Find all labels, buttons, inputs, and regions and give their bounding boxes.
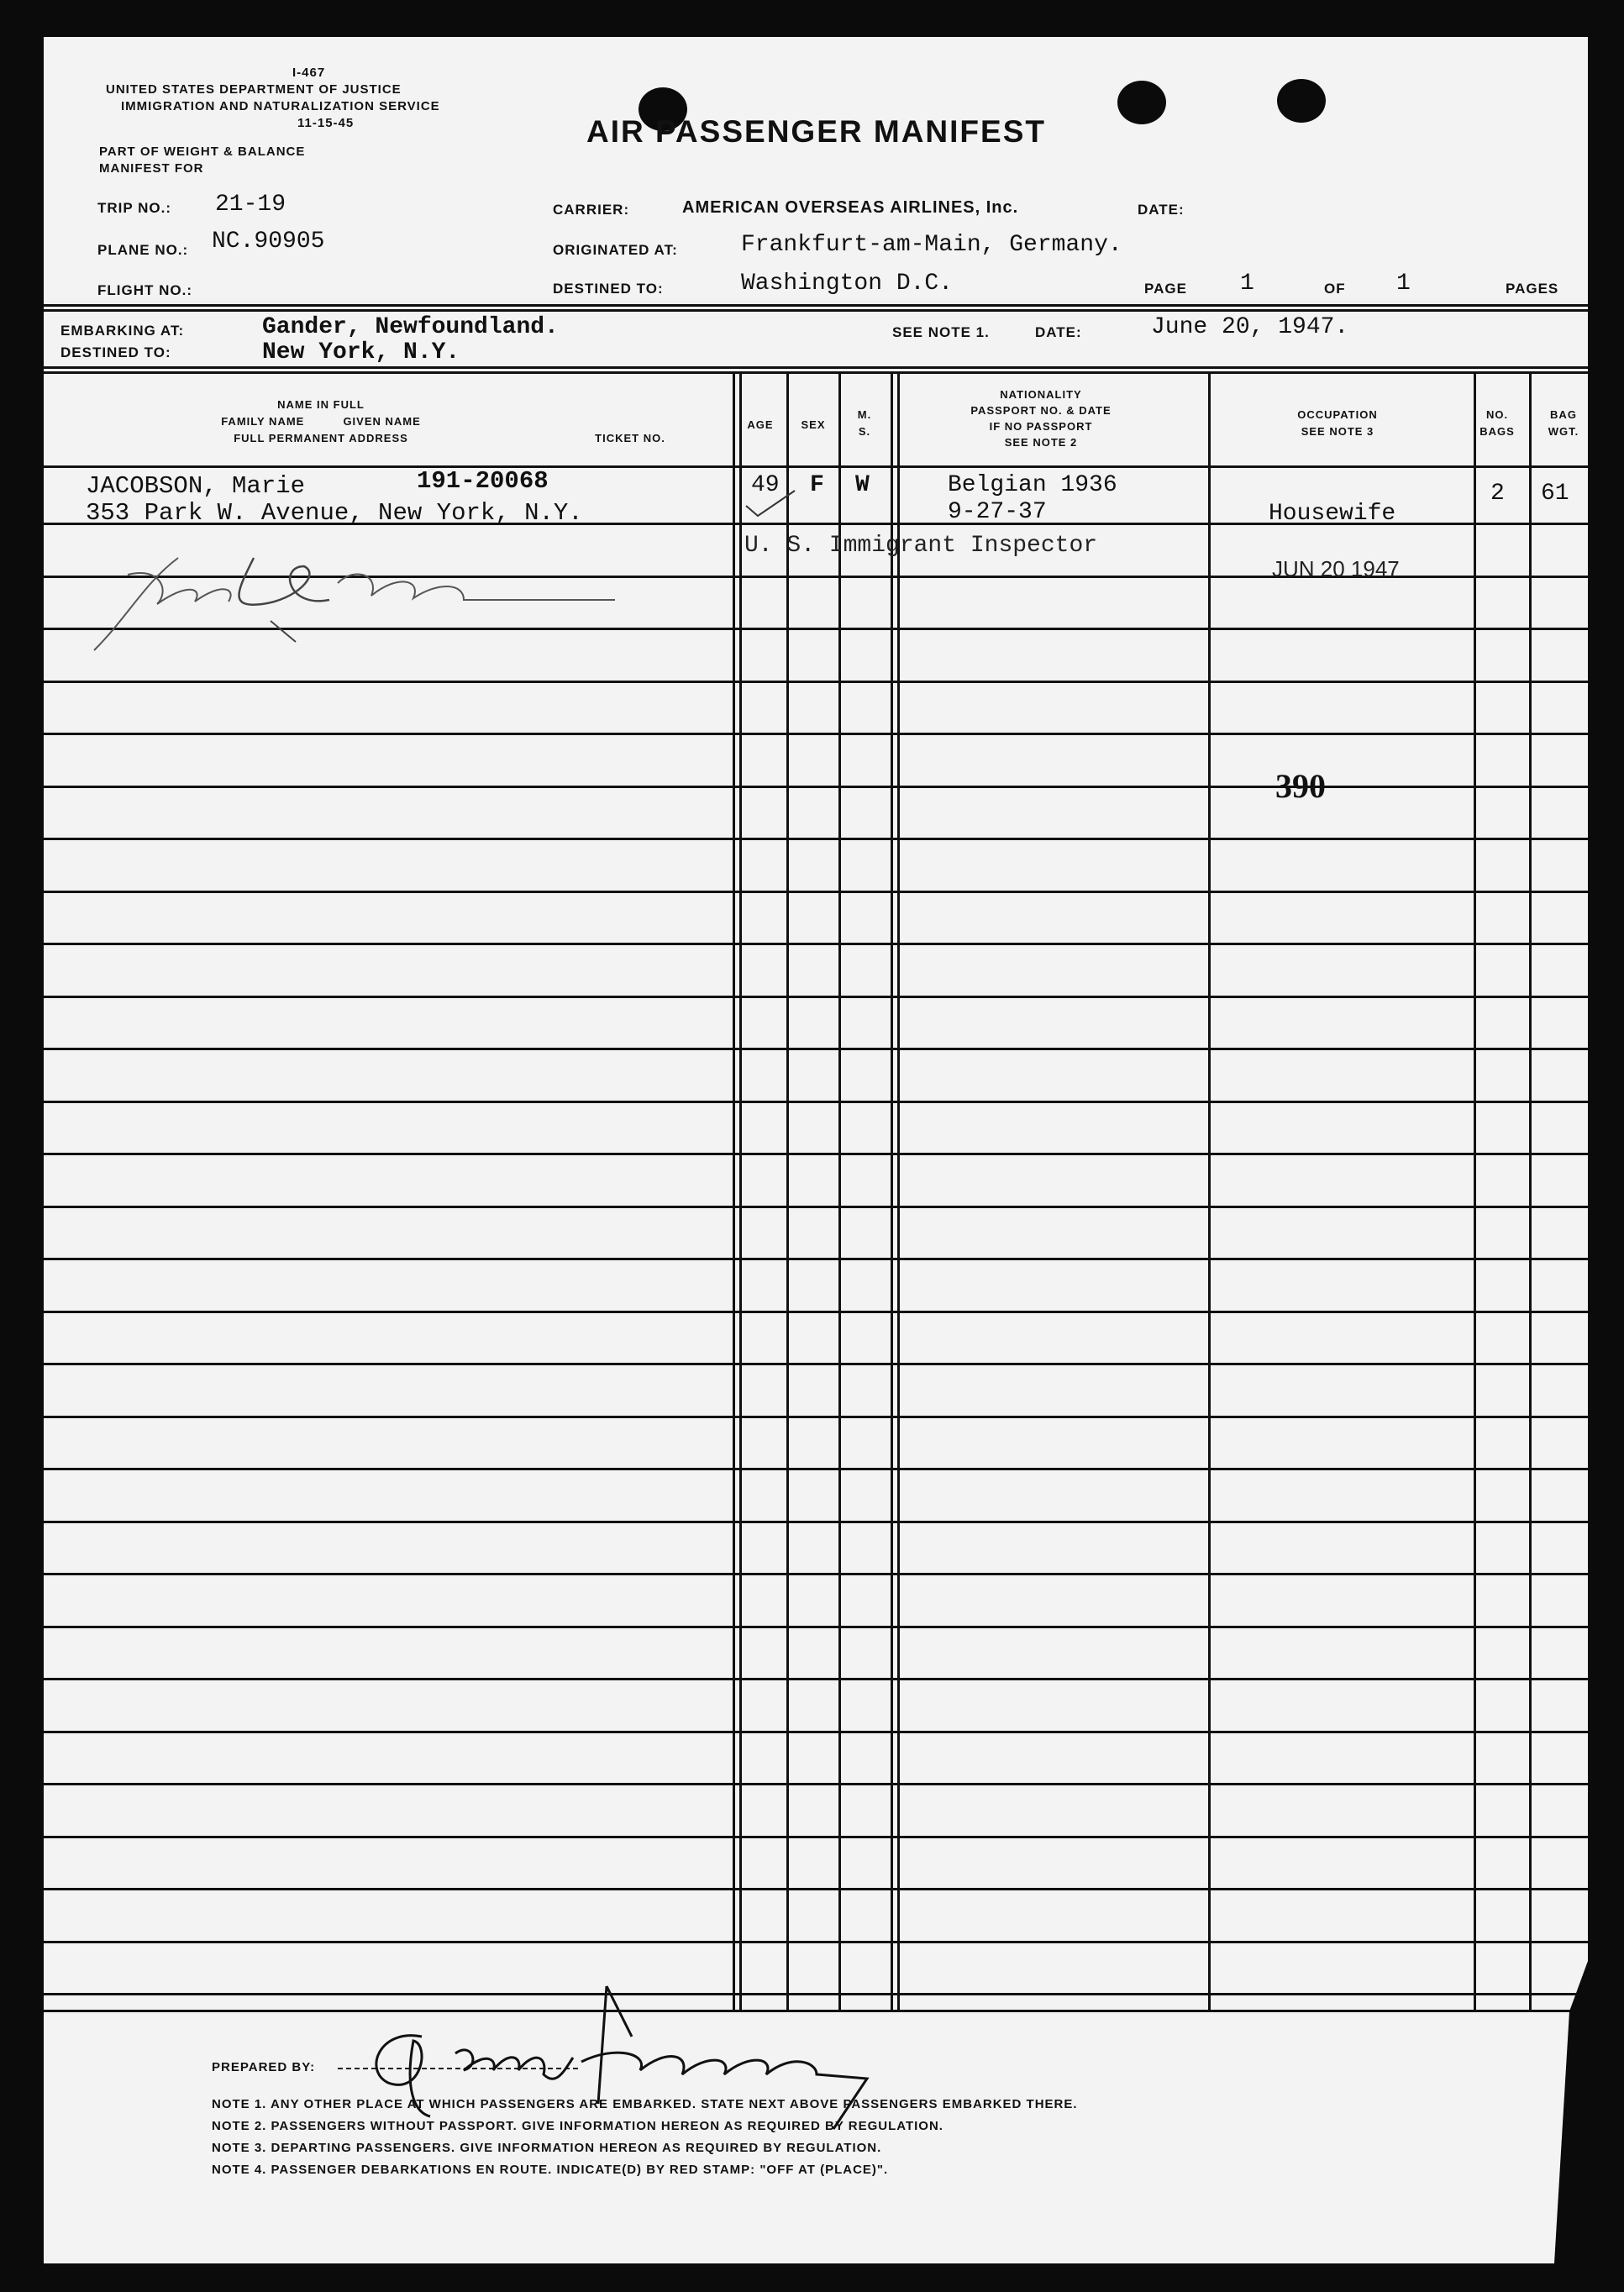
plane-value: NC.90905 xyxy=(212,229,325,255)
preparer-signature xyxy=(329,1969,917,2137)
header-divider xyxy=(44,309,1588,312)
table-row-rule xyxy=(44,1573,1588,1575)
manifest-for-line: MANIFEST FOR xyxy=(99,161,204,176)
nationality-column-header xyxy=(894,386,1188,450)
table-row-rule xyxy=(44,996,1588,998)
plane-label: PLANE NO.: xyxy=(97,242,189,258)
nationality-header-line: SEE NOTE 2 xyxy=(1004,436,1078,449)
check-mark-icon xyxy=(743,487,801,521)
table-row-rule xyxy=(44,1101,1588,1103)
note-3: NOTE 3. DEPARTING PASSENGERS. GIVE INFORMATION HEREON AS REQUIRED BY REGULATION. xyxy=(212,2141,882,2155)
table-row-rule xyxy=(44,1363,1588,1365)
age-column-header: AGE xyxy=(747,418,774,431)
passenger-passport-date: 9-27-37 xyxy=(948,499,1047,525)
embarking-label: EMBARKING AT: xyxy=(60,323,185,339)
embarking-value: Gander, Newfoundland. xyxy=(262,314,559,340)
weight-column-header xyxy=(1534,407,1588,440)
embark-date-value: June 20, 1947. xyxy=(1151,314,1349,340)
table-row-rule xyxy=(44,786,1588,788)
table-row-rule xyxy=(44,943,1588,945)
page-value: 1 xyxy=(1240,271,1254,297)
name-header-line: FAMILY NAME GIVEN NAME xyxy=(221,415,421,428)
prepared-by-label: PREPARED BY: xyxy=(212,2060,316,2074)
embark-divider xyxy=(44,366,1588,369)
column-rule xyxy=(897,373,900,2010)
embark-divider xyxy=(44,371,1588,374)
ms-header-line: M. xyxy=(857,408,872,421)
trip-label: TRIP NO.: xyxy=(97,200,172,216)
nationality-header-line: IF NO PASSPORT xyxy=(989,420,1093,433)
form-number: I-467 xyxy=(292,66,326,80)
table-row-rule xyxy=(44,1783,1588,1785)
weight-header-line: WGT. xyxy=(1548,425,1579,438)
embark-date-label: DATE: xyxy=(1035,324,1082,340)
passenger-bags: 2 xyxy=(1490,481,1505,507)
passenger-occupation: Housewife xyxy=(1269,501,1396,527)
name-header-line: NAME IN FULL xyxy=(277,398,365,411)
note-1: NOTE 1. ANY OTHER PLACE AT WHICH PASSENGERS ARE EMBARKED. STATE NEXT ABOVE PASSENGERS EMBARKED THERE. xyxy=(212,2097,1078,2111)
page-title: AIR PASSENGER MANIFEST xyxy=(586,114,1046,149)
embark-destined-value: New York, N.Y. xyxy=(262,339,460,365)
flight-label: FLIGHT NO.: xyxy=(97,282,192,298)
date-label: DATE: xyxy=(1138,202,1185,218)
weight-balance-line: PART OF WEIGHT & BALANCE xyxy=(99,145,306,159)
destined-label: DESTINED TO: xyxy=(553,281,664,297)
bags-column-header xyxy=(1472,407,1522,440)
passenger-sex: F xyxy=(810,472,824,498)
stamp-number: 390 xyxy=(1275,767,1326,805)
originated-value: Frankfurt-am-Main, Germany. xyxy=(741,232,1122,258)
punch-hole xyxy=(1277,79,1326,123)
occupation-header-line: SEE NOTE 3 xyxy=(1301,425,1374,438)
nationality-header-line: NATIONALITY xyxy=(1000,388,1082,401)
ms-header-line: S. xyxy=(858,425,871,438)
bags-header-line: NO. xyxy=(1485,408,1509,421)
punch-hole xyxy=(1117,81,1166,124)
passenger-nationality: Belgian 1936 xyxy=(948,472,1117,498)
table-header-rule xyxy=(44,465,1588,468)
passenger-address: 353 Park W. Avenue, New York, N.Y. xyxy=(86,499,583,527)
table-row-rule xyxy=(44,681,1588,683)
table-row-rule xyxy=(44,1941,1588,1943)
of-value: 1 xyxy=(1396,271,1411,297)
column-rule xyxy=(838,373,841,2010)
carrier-label: CARRIER: xyxy=(553,202,630,218)
form-date-code: 11-15-45 xyxy=(297,116,355,130)
column-rule xyxy=(1529,373,1532,2010)
passenger-ticket: 191-20068 xyxy=(417,467,549,495)
of-label: OF xyxy=(1324,281,1346,297)
department-line: UNITED STATES DEPARTMENT OF JUSTICE xyxy=(106,82,402,97)
passenger-age: 49 xyxy=(751,472,780,498)
table-row-rule xyxy=(44,1153,1588,1155)
torn-corner xyxy=(1554,1961,1588,2263)
manifest-sheet xyxy=(44,37,1588,2263)
sex-column-header: SEX xyxy=(801,418,826,431)
inspector-signature xyxy=(77,524,615,676)
column-rule xyxy=(786,373,789,2010)
table-row-rule xyxy=(44,1836,1588,1838)
page-label: PAGE xyxy=(1144,281,1187,297)
column-rule xyxy=(891,373,893,2010)
trip-value: 21-19 xyxy=(215,192,286,218)
table-row-rule xyxy=(44,1731,1588,1733)
table-row-rule xyxy=(44,733,1588,735)
column-rule xyxy=(1474,373,1476,2010)
column-rule xyxy=(1208,373,1211,2010)
weight-header-line: BAG xyxy=(1550,408,1577,421)
embark-destined-label: DESTINED TO: xyxy=(60,344,171,360)
destined-value: Washington D.C. xyxy=(741,271,954,297)
ticket-column-header: TICKET NO. xyxy=(595,432,665,444)
nationality-header-line: PASSPORT NO. & DATE xyxy=(970,404,1112,417)
occupation-header-line: OCCUPATION xyxy=(1297,408,1378,421)
name-column-header xyxy=(187,397,455,447)
note-2: NOTE 2. PASSENGERS WITHOUT PASSPORT. GIVE INFORMATION HEREON AS REQUIRED BY REGULATION. xyxy=(212,2119,943,2133)
service-line: IMMIGRATION AND NATURALIZATION SERVICE xyxy=(121,99,440,113)
header-divider xyxy=(44,304,1588,307)
table-row-rule xyxy=(44,1626,1588,1628)
table-row-rule xyxy=(44,838,1588,840)
table-row-rule xyxy=(44,1678,1588,1680)
table-row-rule xyxy=(44,1311,1588,1313)
ms-column-header xyxy=(840,407,889,440)
bags-header-line: BAGS xyxy=(1479,425,1515,438)
column-rule xyxy=(733,373,735,2010)
note-4: NOTE 4. PASSENGER DEBARKATIONS EN ROUTE. INDICATE(D) BY RED STAMP: "OFF AT (PLACE)". xyxy=(212,2163,889,2177)
inspector-stamp: U. S. Immigrant Inspector xyxy=(744,533,1098,559)
table-row-rule xyxy=(44,1258,1588,1260)
originated-label: ORIGINATED AT: xyxy=(553,242,678,258)
pages-label: PAGES xyxy=(1506,281,1559,297)
table-row-rule xyxy=(44,1206,1588,1208)
passenger-bag-weight: 61 xyxy=(1541,481,1569,507)
see-note-label: SEE NOTE 1. xyxy=(892,324,990,340)
table-row-rule xyxy=(44,1468,1588,1470)
passenger-marital-status: W xyxy=(855,472,870,498)
name-header-line: FULL PERMANENT ADDRESS xyxy=(234,432,408,444)
table-row-rule xyxy=(44,1521,1588,1523)
column-rule xyxy=(739,373,742,2010)
table-row-rule xyxy=(44,1888,1588,1890)
carrier-value: AMERICAN OVERSEAS AIRLINES, Inc. xyxy=(682,198,1019,217)
occupation-column-header xyxy=(1211,407,1464,440)
table-row-rule xyxy=(44,891,1588,893)
stamp-date: JUN 20 1947 xyxy=(1272,556,1400,581)
table-row-rule xyxy=(44,1416,1588,1418)
table-row-rule xyxy=(44,1048,1588,1050)
passenger-name: JACOBSON, Marie xyxy=(86,472,306,500)
